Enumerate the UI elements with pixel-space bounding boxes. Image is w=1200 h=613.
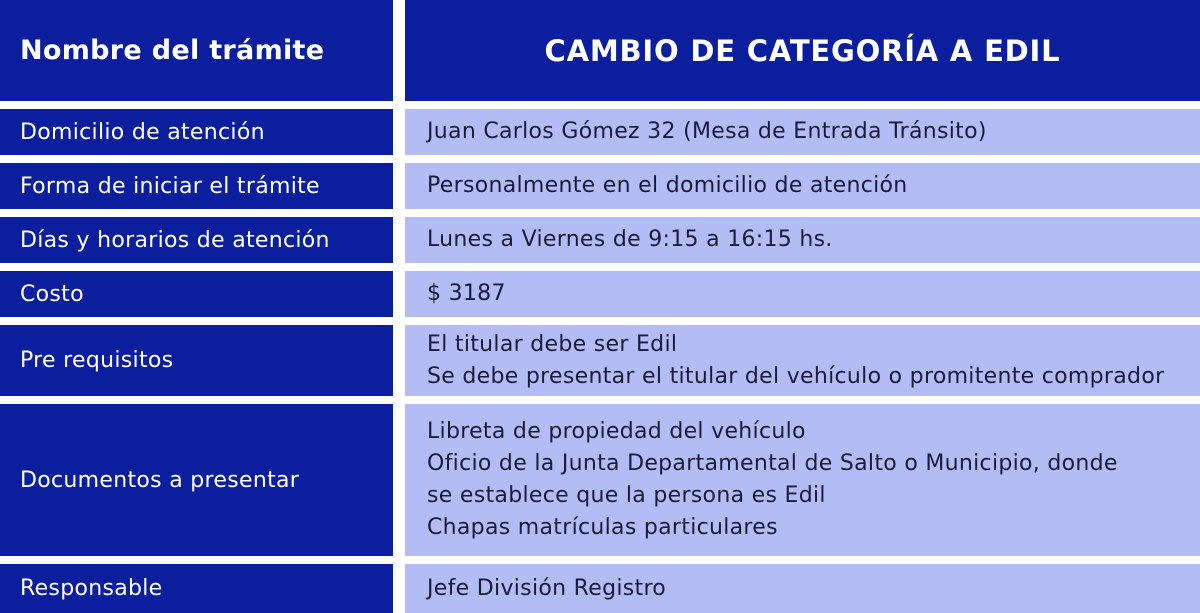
value-line: Chapas matrículas particulares bbox=[427, 515, 778, 540]
row-label-prerequisitos: Pre requisitos bbox=[0, 325, 393, 396]
row-documentos bbox=[0, 404, 1200, 556]
header-title: CAMBIO DE CATEGORÍA A EDIL bbox=[405, 0, 1200, 101]
row-responsable bbox=[0, 564, 1200, 613]
row-label-domicilio: Domicilio de atención bbox=[0, 109, 393, 155]
value-line: Juan Carlos Gómez 32 (Mesa de Entrada Tránsito) bbox=[427, 119, 987, 144]
header-label: Nombre del trámite bbox=[0, 0, 393, 101]
row-label-responsable: Responsable bbox=[0, 564, 393, 613]
row-label-horarios: Días y horarios de atención bbox=[0, 217, 393, 263]
row-label-forma-iniciar: Forma de iniciar el trámite bbox=[0, 163, 393, 209]
row-label-documentos: Documentos a presentar bbox=[0, 404, 393, 556]
row-value-documentos bbox=[405, 404, 1200, 556]
value-line: Lunes a Viernes de 9:15 a 16:15 hs. bbox=[427, 227, 833, 252]
value-line: Jefe División Registro bbox=[427, 575, 667, 601]
value-line: Se debe presentar el titular del vehículo o promitente comprador bbox=[427, 363, 1165, 389]
row-label-costo: Costo bbox=[0, 271, 393, 317]
value-line: Libreta de propiedad del vehículo bbox=[427, 419, 806, 444]
value-line: se establece que la persona es Edil bbox=[427, 483, 826, 508]
row-value-responsable bbox=[405, 564, 1200, 613]
header-row bbox=[0, 0, 1200, 101]
row-value-prerequisitos bbox=[405, 325, 1200, 396]
value-line: $ 3187 bbox=[427, 281, 506, 306]
row-value-domicilio bbox=[405, 109, 1200, 155]
row-costo bbox=[0, 271, 1200, 317]
row-value-horarios bbox=[405, 217, 1200, 263]
row-value-forma-iniciar bbox=[405, 163, 1200, 209]
row-value-costo bbox=[405, 271, 1200, 317]
value-line: El titular debe ser Edil bbox=[427, 331, 678, 357]
row-prerequisitos bbox=[0, 325, 1200, 396]
row-domicilio bbox=[0, 109, 1200, 155]
row-horarios bbox=[0, 217, 1200, 263]
value-line: Personalmente en el domicilio de atención bbox=[427, 173, 908, 198]
row-forma-iniciar bbox=[0, 163, 1200, 209]
value-line: Oficio de la Junta Departamental de Salto o Municipio, donde bbox=[427, 451, 1118, 476]
